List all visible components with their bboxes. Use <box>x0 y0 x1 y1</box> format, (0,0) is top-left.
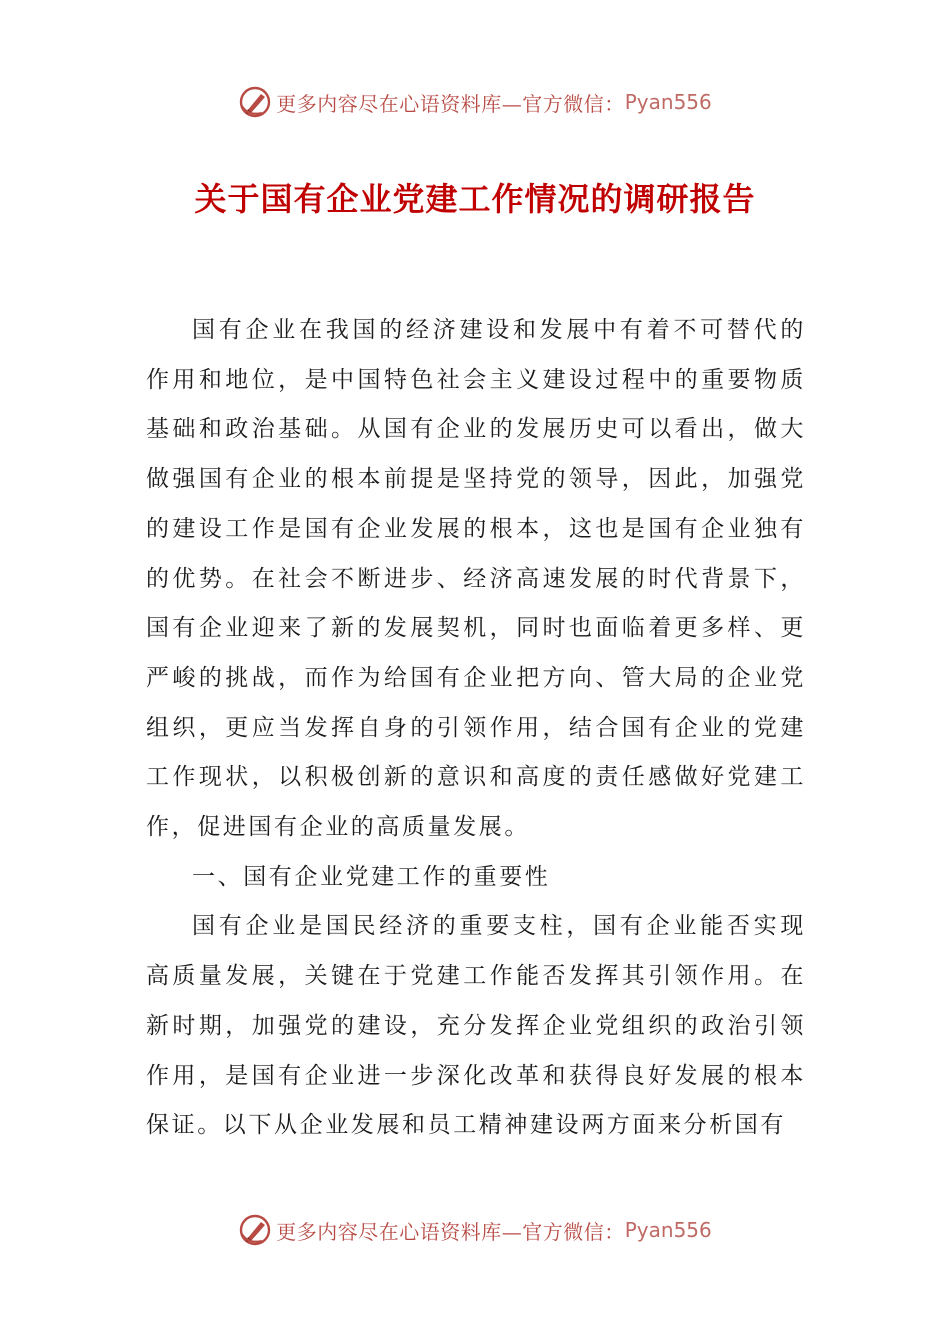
pen-logo-icon <box>238 85 272 119</box>
footer-watermark <box>0 1210 950 1250</box>
document-body <box>146 306 806 1151</box>
section-heading: 一、国有企业党建工作的重要性 <box>192 863 551 890</box>
watermark-text: 更多内容尽在心语资料库—官方微信： <box>276 91 625 116</box>
wechat-id: Pyan556 <box>624 1218 712 1242</box>
pen-logo-icon <box>238 1213 272 1247</box>
body-paragraph: 国有企业是国民经济的重要支柱，国有企业能否实现高质量发展，关键在于党建工作能否发挥其引领作用。在新时期，加强党的建设，充分发挥企业党组织的政治引领作用，是国有企业进一步深化改革和获得良好发展的根本保证。以下从企业发展和员工精神建设两方面来分析国有 <box>146 913 806 1139</box>
header-watermark <box>0 82 950 122</box>
watermark-text: 更多内容尽在心语资料库—官方微信： <box>276 1219 625 1244</box>
document-title: 关于国有企业党建工作情况的调研报告 <box>194 180 756 218</box>
wechat-id: Pyan556 <box>624 90 712 114</box>
intro-paragraph: 国有企业在我国的经济建设和发展中有着不可替代的作用和地位，是中国特色社会主义建设过程中的重要物质基础和政治基础。从国有企业的发展历史可以看出，做大做强国有企业的根本前提是坚持党的领导，因此，加强党的建设工作是国有企业发展的根本，这也是国有企业独有的优势。在社会不断进步、经济高速发展的时代背景下，国有企业迎来了新的发展契机，同时也面临着更多样、更严峻的挑战，而作为给国有企业把方向、管大局的企业党组织，更应当发挥自身的引领作用，结合国有企业的党建工作现状，以积极创新的意识和高度的责任感做好党建工作，促进国有企业的高质量发展。 <box>146 317 806 841</box>
